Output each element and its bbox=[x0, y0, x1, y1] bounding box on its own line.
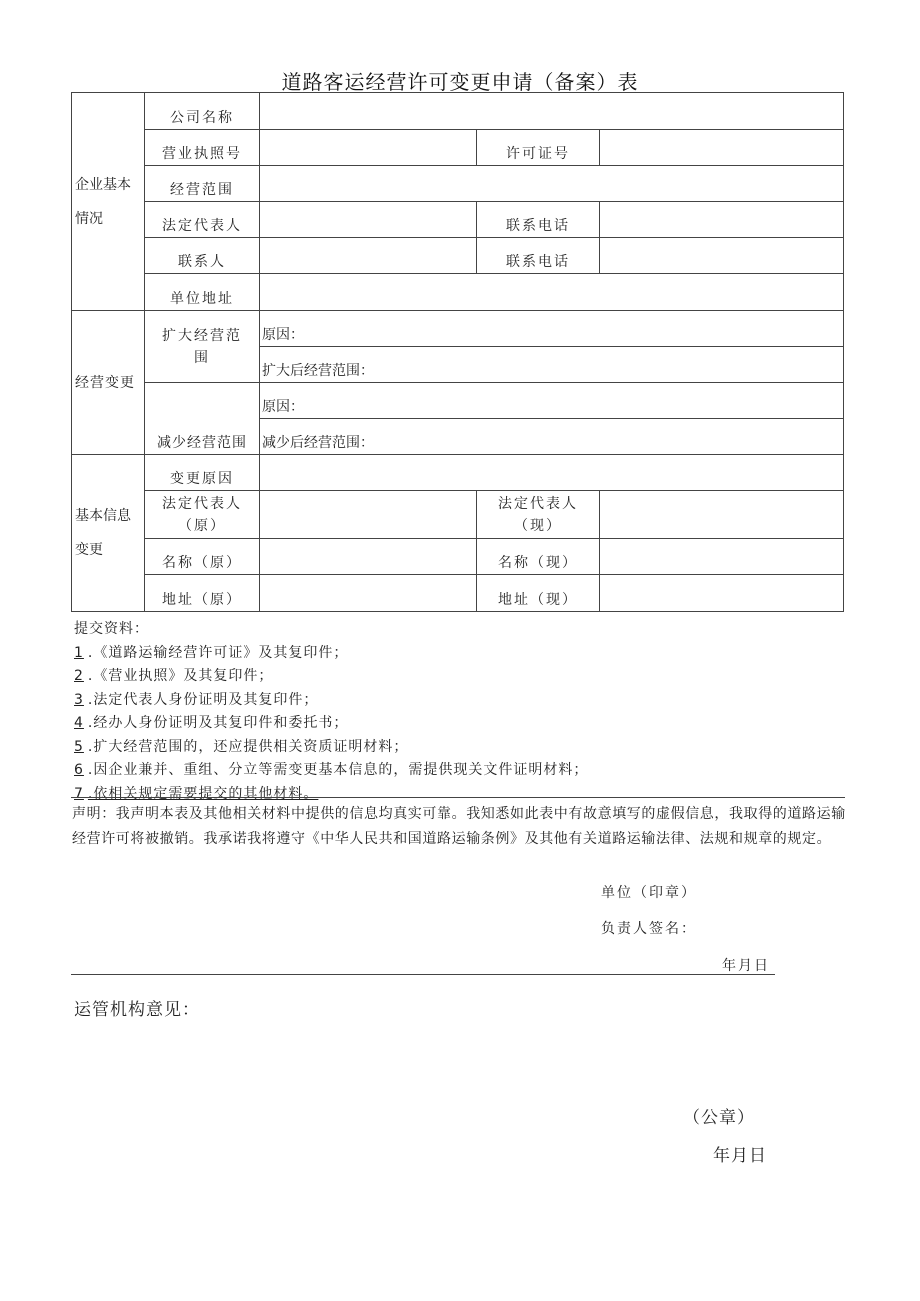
list-item bbox=[74, 689, 588, 713]
item-text: .经办人身份证明及其复印件和委托书； bbox=[87, 715, 349, 731]
business-scope-field[interactable] bbox=[260, 166, 844, 202]
name-new-field[interactable] bbox=[600, 539, 844, 575]
item-number: 2 bbox=[74, 668, 84, 684]
signature-date: 年月日 bbox=[722, 958, 770, 974]
materials-list bbox=[74, 618, 588, 806]
permit-no-field[interactable] bbox=[600, 130, 844, 166]
list-item bbox=[74, 665, 588, 689]
item-text: .法定代表人身份证明及其复印件； bbox=[87, 691, 319, 708]
label-name-new: 名称（现） bbox=[477, 539, 600, 575]
label-legal-rep-old: 法定代表人（原） bbox=[145, 491, 260, 539]
name-old-field[interactable] bbox=[260, 539, 477, 575]
phone-1-field[interactable] bbox=[600, 202, 844, 238]
item-number: 7 bbox=[74, 785, 84, 802]
item-number: 5 bbox=[74, 738, 84, 755]
declaration-text: 声明：我声明本表及其他相关材料中提供的信息均真实可靠。我知悉如此表中有故意填写的虚假信息，我取得的道路运输经营许可将被撤销。我承诺我将遵守《中华人民共和国道路运输条例》及其他有关道路运输法律、法规和规章的规定。 bbox=[72, 806, 846, 847]
label-business-scope: 经营范围 bbox=[145, 166, 260, 202]
expand-reason-field[interactable]: 原因： bbox=[260, 311, 844, 347]
materials-heading: 提交资料： bbox=[74, 621, 149, 637]
label-business-license: 营业执照号 bbox=[145, 130, 260, 166]
label-company-name: 公司名称 bbox=[145, 93, 260, 130]
expand-after-field[interactable]: 扩大后经营范围： bbox=[260, 347, 844, 383]
item-number: 3 bbox=[74, 691, 84, 708]
label-addr-new: 地址（现） bbox=[477, 575, 600, 612]
item-text: .《营业执照》及其复印件； bbox=[87, 668, 274, 684]
business-license-field[interactable] bbox=[260, 130, 477, 166]
list-item bbox=[74, 642, 588, 666]
contact-field[interactable] bbox=[260, 238, 477, 274]
authority-date: 年月日 bbox=[713, 1146, 767, 1166]
form-title: 道路客运经营许可变更申请（备案）表 bbox=[281, 70, 639, 94]
section-enterprise: 企业基本情况 bbox=[72, 93, 145, 311]
official-seal-label: （公章） bbox=[683, 1108, 755, 1128]
label-reduce-scope: 减少经营范围 bbox=[145, 383, 260, 455]
item-text: .因企业兼并、重组、分立等需变更基本信息的，需提供现关文件证明材料； bbox=[87, 762, 589, 778]
authority-opinion-label: 运管机构意见： bbox=[74, 1000, 200, 1020]
item-text: .扩大经营范围的，还应提供相关资质证明材料； bbox=[87, 738, 409, 755]
list-item bbox=[74, 759, 588, 783]
label-change-reason: 变更原因 bbox=[145, 455, 260, 491]
addr-new-field[interactable] bbox=[600, 575, 844, 612]
reduce-reason-field[interactable]: 原因： bbox=[260, 383, 844, 419]
reduce-after-field[interactable]: 减少后经营范围： bbox=[260, 419, 844, 455]
section-info-change: 基本信息变更 bbox=[72, 455, 145, 612]
label-contact: 联系人 bbox=[145, 238, 260, 274]
application-form-table bbox=[71, 92, 844, 612]
divider bbox=[71, 797, 845, 798]
company-name-field[interactable] bbox=[260, 93, 844, 130]
legal-rep-old-field[interactable] bbox=[260, 491, 477, 539]
list-item bbox=[74, 712, 588, 736]
addr-old-field[interactable] bbox=[260, 575, 477, 612]
list-item bbox=[74, 736, 588, 760]
label-name-old: 名称（原） bbox=[145, 539, 260, 575]
label-legal-rep: 法定代表人 bbox=[145, 202, 260, 238]
item-number: 6 bbox=[74, 762, 84, 778]
label-address: 单位地址 bbox=[145, 274, 260, 311]
signature-label: 负责人签名： bbox=[601, 921, 697, 937]
item-number: 1 bbox=[74, 644, 84, 661]
legal-rep-field[interactable] bbox=[260, 202, 477, 238]
label-legal-rep-new: 法定代表人（现） bbox=[477, 491, 600, 539]
label-phone-2: 联系电话 bbox=[477, 238, 600, 274]
item-text: .依相关规定需要提交的其他材料。 bbox=[87, 785, 319, 802]
change-reason-field[interactable] bbox=[260, 455, 844, 491]
label-permit-no: 许可证号 bbox=[477, 130, 600, 166]
item-text: .《道路运输经营许可证》及其复印件； bbox=[87, 644, 349, 661]
label-expand-scope: 扩大经营范围 bbox=[145, 311, 260, 383]
phone-2-field[interactable] bbox=[600, 238, 844, 274]
unit-seal-label: 单位（印章） bbox=[601, 885, 697, 901]
label-phone-1: 联系电话 bbox=[477, 202, 600, 238]
item-number: 4 bbox=[74, 715, 84, 731]
divider bbox=[71, 974, 775, 975]
section-business-change: 经营变更 bbox=[72, 311, 145, 455]
address-field[interactable] bbox=[260, 274, 844, 311]
label-addr-old: 地址（原） bbox=[145, 575, 260, 612]
legal-rep-new-field[interactable] bbox=[600, 491, 844, 539]
